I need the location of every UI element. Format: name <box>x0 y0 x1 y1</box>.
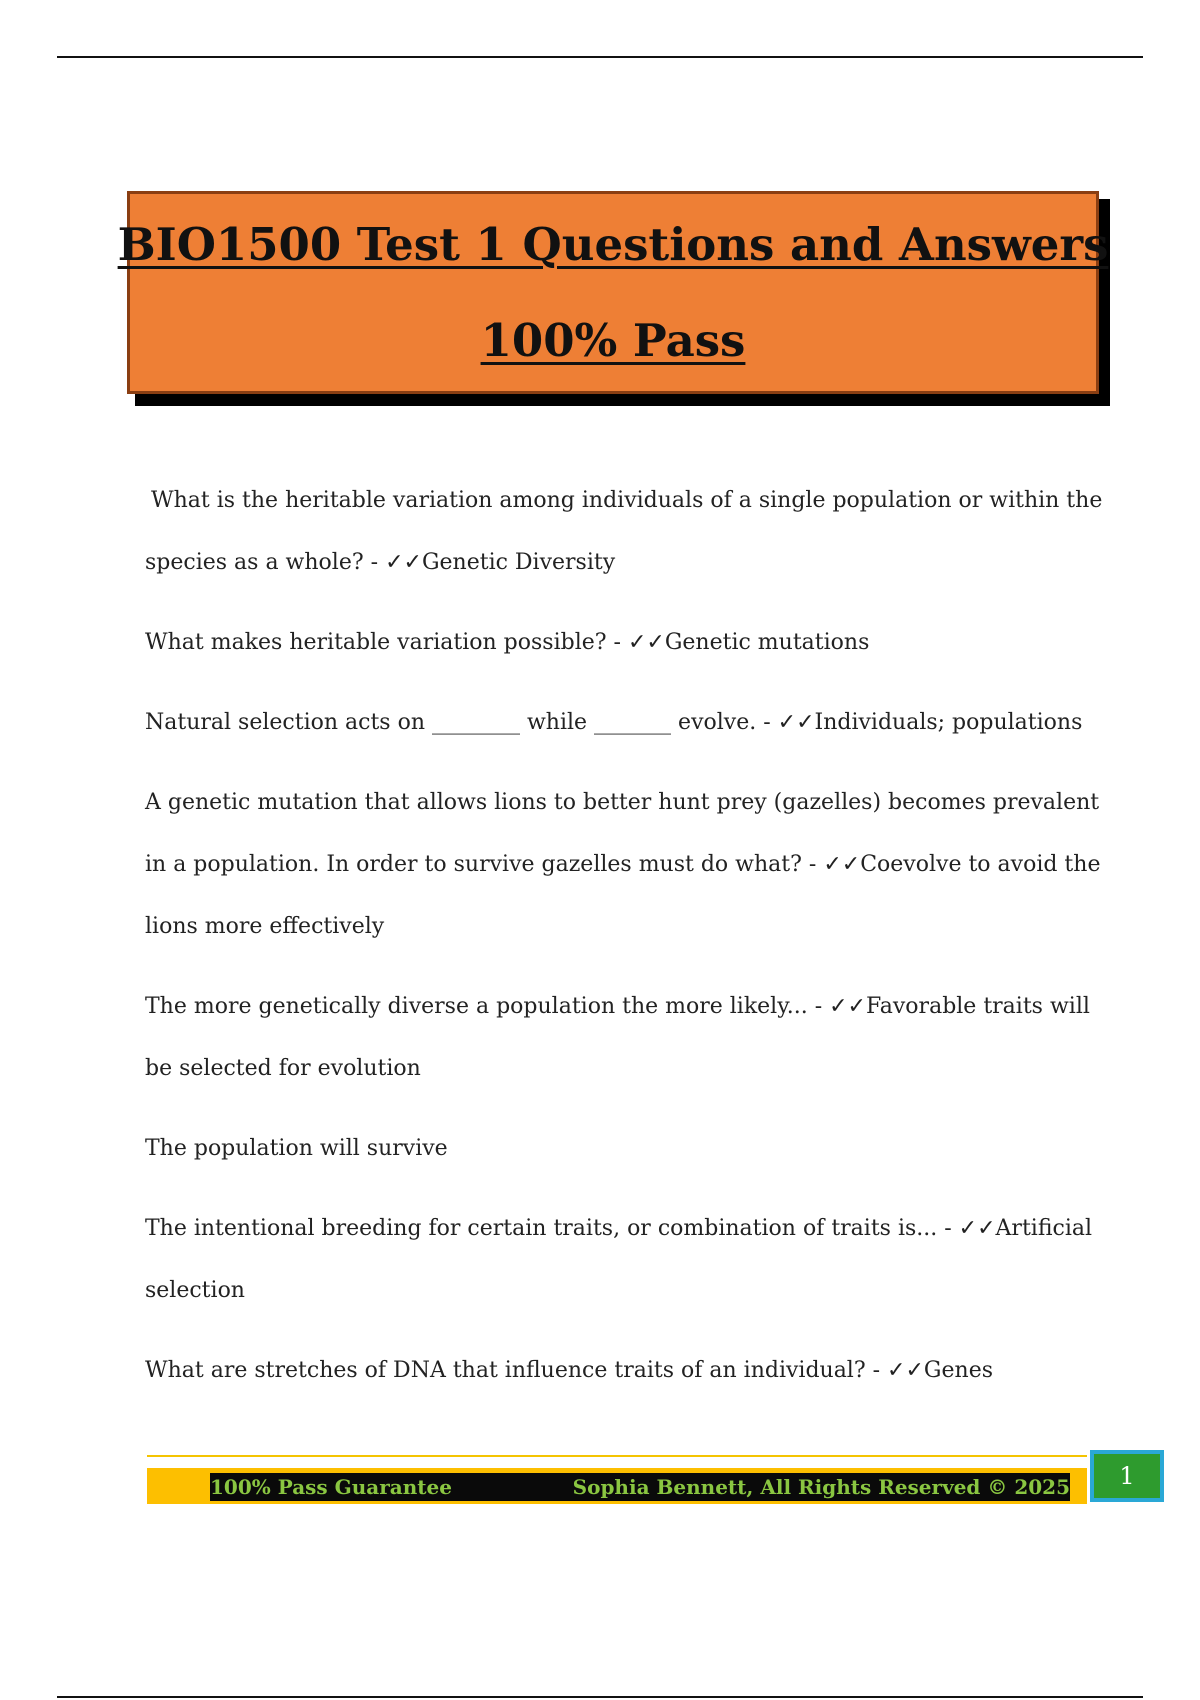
qa-item: The intentional breeding for certain traits, or combination of traits is... - ✓✓Artificial selection <box>145 1216 1093 1303</box>
qa-item: What makes heritable variation possible? - ✓✓Genetic mutations <box>145 630 870 655</box>
qa-item: A genetic mutation that allows lions to better hunt prey (gazelles) becomes prevalent in a population. In order to survive gazelles must do what? - ✓✓Coevolve to avoid the lions more effectively <box>145 790 1101 939</box>
qa-item: What are stretches of DNA that influence traits of an individual? - ✓✓Genes <box>145 1358 993 1383</box>
title-line-2: 100% Pass <box>480 313 746 367</box>
footer-rule <box>147 1455 1087 1457</box>
qa-item: What is the heritable variation among individuals of a single population or within the species as a whole? - ✓✓Genetic Diversity <box>145 488 1103 575</box>
title-line-1: BIO1500 Test 1 Questions and Answers <box>117 217 1109 271</box>
bottom-rule <box>57 1696 1143 1698</box>
qa-item: The population will survive <box>145 1136 448 1161</box>
top-rule <box>57 56 1143 58</box>
qa-list <box>145 470 1105 1420</box>
qa-item: The more genetically diverse a population the more likely... - ✓✓Favorable traits will be selected for evolution <box>145 994 1090 1081</box>
title-box <box>117 191 1109 394</box>
qa-item: Natural selection acts on ________ while _______ evolve. - ✓✓Individuals; populations <box>145 710 1083 735</box>
footer-copyright: Sophia Bennett, All Rights Reserved © 2025 <box>572 1475 1070 1499</box>
page-number: 1 <box>1090 1450 1164 1502</box>
footer-guarantee: 100% Pass Guarantee <box>210 1475 452 1499</box>
